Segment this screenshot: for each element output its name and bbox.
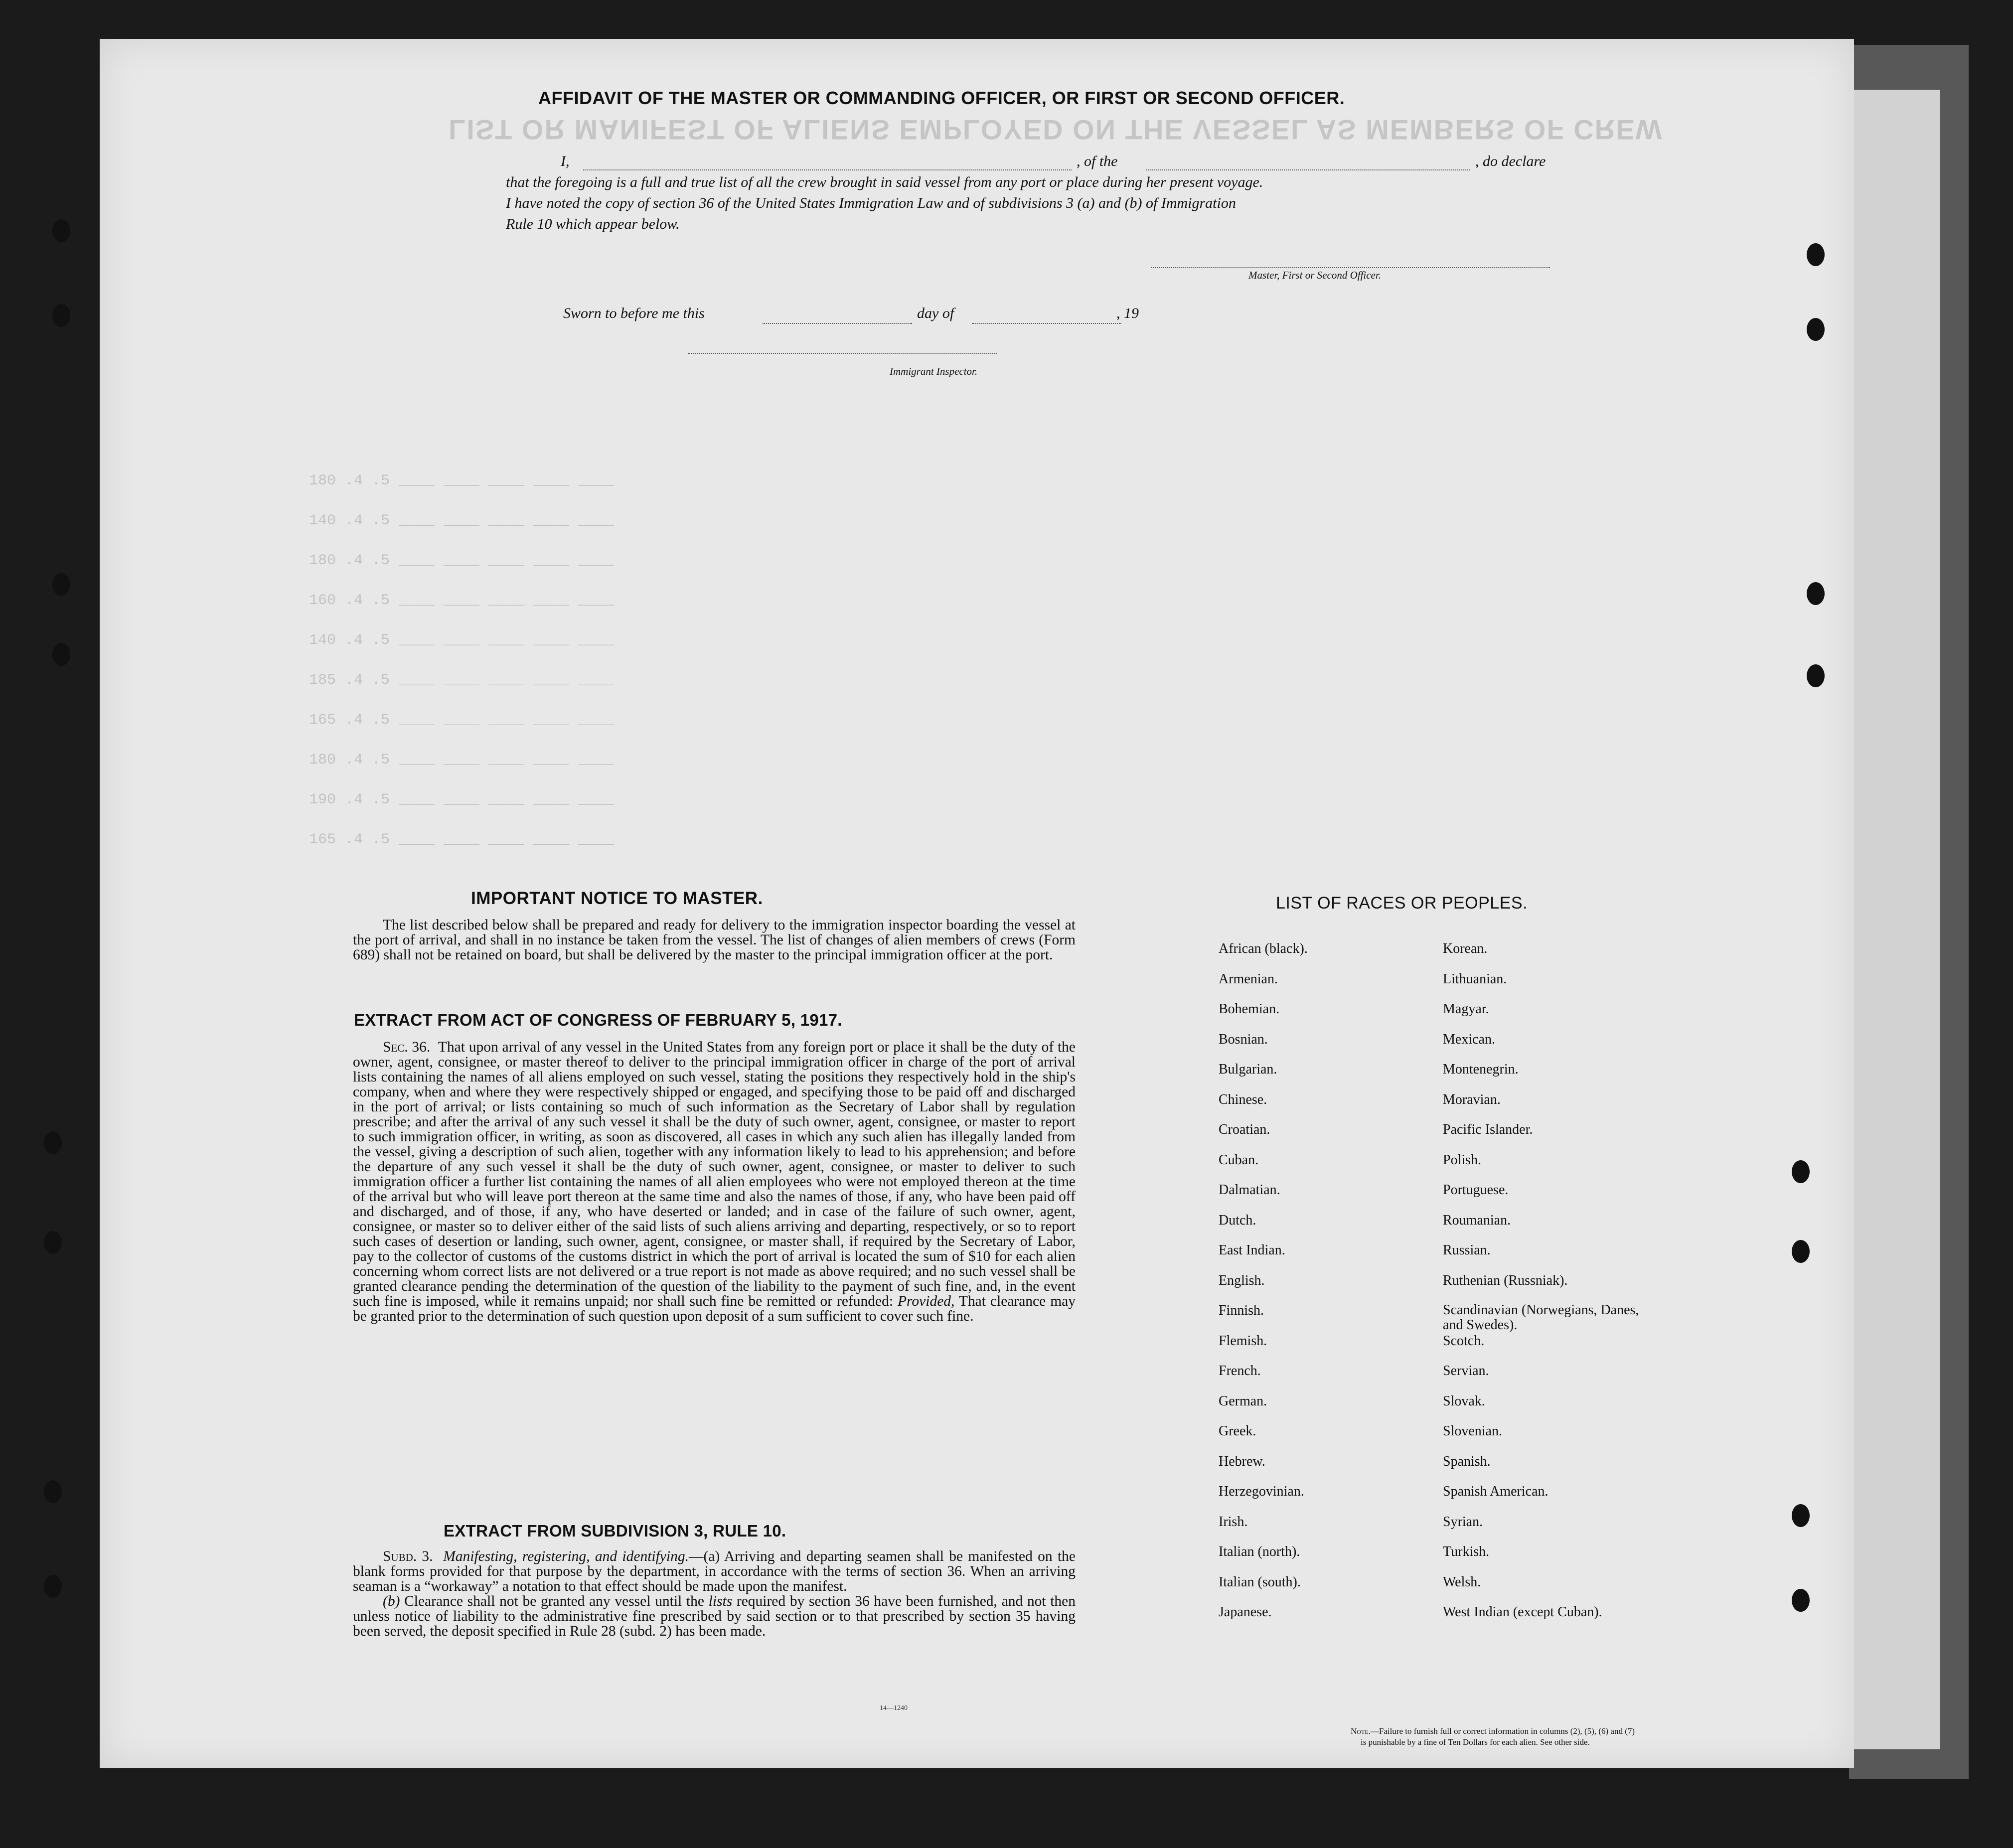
race-item: Herzegovinian. [1219, 1484, 1304, 1499]
race-item: Welsh. [1443, 1574, 1481, 1590]
binder-hole-left-3 [52, 573, 70, 596]
race-item: English. [1219, 1272, 1265, 1288]
binder-hole-left-8 [44, 1575, 62, 1598]
race-item: Scandinavian (Norwegians, Danes, and Swedes). [1443, 1302, 1639, 1333]
extract-act-text-b: That clearance may be granted prior to the determination of such question upon deposit of a sum sufficient to cover such fine. [353, 1293, 1076, 1324]
race-item: Cuban. [1219, 1152, 1259, 1168]
provided-word: Provided, [898, 1293, 955, 1309]
section-label: Sec. 36. [383, 1039, 431, 1055]
para-b-text-1: Clearance shall not be granted any vessel until the [404, 1593, 704, 1609]
race-item: Ruthenian (Russniak). [1443, 1272, 1568, 1288]
race-item: East Indian. [1219, 1242, 1285, 1258]
extract-act-text-a: That upon arrival of any vessel in the United States from any foreign port or place it shall be the duty of the owner, agent, consignee, or master thereof to deliver to the principal immigration officer in charge of the port of arrival lists containing the names of all aliens employed on such vessel, stating the positions they respectively hold in the ship's company, when and where they were respectively shipped or engaged, and specifying those to be paid off and discharged in the port of arrival; or lists containing so much of such information as the Secretary of Labor shall by regulation prescribe; and after the arrival of any such vessel it shall be the duty of such owner, agent, consignee, or master to report to such immigration officer, in writing, as soon as discovered, all cases in which any such alien has illegally landed from the vessel, giving a description of such alien, together with any information likely to lead to his apprehension; and before the departure of any such vessel it shall be the duty of such owner, agent, consignee, or master to deliver to such immigration officer a further list containing the names of all alien employees who were not employed thereon at the time of the arrival but who will leave port thereon at the same time and also the names of those, if any, who have been paid off and discharged, and of those, if any, who have deserted or landed; and in case of the failure of such owner, agent, consignee, or master so to deliver either of the said lists of such aliens arriving and departing, respectively, or so to report such cases of desertion or landing, such owner, agent, consignee, or master shall, if required by the Secretary of Labor, pay to the collector of customs of the customs district in which the port of arrival is located the sum of $10 for each alien concerning whom correct lists are not delivered or a true report is not made as above required; and no such vessel shall be granted clearance pending the determination of the question of the liability to the payment of such fine, and, in the event such fine is imposed, while it remains unpaid; nor shall such fine be remitted or refunded: [353, 1039, 1076, 1309]
bleed-through-row: 165 .4 .5 ____ ____ ____ ____ ____ [309, 712, 615, 729]
race-item: Croatian. [1219, 1122, 1270, 1137]
races-title: LIST OF RACES OR PEOPLES. [1276, 894, 1528, 913]
bleed-through-row: 180 .4 .5 ____ ____ ____ ____ ____ [309, 552, 615, 569]
bleed-through-row: 190 .4 .5 ____ ____ ____ ____ ____ [309, 791, 615, 808]
notice-text: The list described below shall be prepared and ready for delivery to the immigration inspector boarding the vessel at the port of arrival, and shall in no instance be taken from the vessel. The list of changes of alien members of crews (Form 689) shall not be retained on board, but shall be delivered by the master to the principal immigration officer at the port. [353, 917, 1076, 963]
race-item: German. [1219, 1393, 1267, 1409]
race-item: Bohemian. [1219, 1001, 1280, 1017]
para-a-text: Arriving and departing seamen shall be manifested on the blank forms provided for that purpose by the department, in accordance with the terms of section 36. When an arriving seaman is a “workaway” a notation to that effect should be made upon the manifest. [353, 1548, 1076, 1594]
binder-hole-right-1 [1807, 243, 1825, 266]
binder-hole-left-7 [44, 1480, 62, 1503]
master-caption: Master, First or Second Officer. [1248, 269, 1381, 281]
officer-name-line[interactable] [583, 169, 1072, 170]
race-item: Slovenian. [1443, 1423, 1502, 1439]
race-item: Magyar. [1443, 1001, 1489, 1017]
bleed-through-row: 140 .4 .5 ____ ____ ____ ____ ____ [309, 632, 615, 649]
bleed-through-row: 160 .4 .5 ____ ____ ____ ____ ____ [309, 592, 615, 609]
footnote-line-1: —Failure to furnish full or correct information in columns (2), (5), (6) and (7) [1370, 1726, 1635, 1736]
binder-hole-left-2 [52, 304, 70, 327]
para-a-mark: —(a) [688, 1548, 720, 1564]
race-item: Chinese. [1219, 1091, 1267, 1107]
affidavit-title: AFFIDAVIT OF THE MASTER OR COMMANDING OFFICER, OR FIRST OR SECOND OFFICER. [538, 88, 1345, 108]
affidavit-line-4: Rule 10 which appear below. [506, 216, 680, 232]
footnote [1351, 1726, 1635, 1748]
race-item: Spanish. [1443, 1453, 1491, 1469]
race-item: Slovak. [1443, 1393, 1485, 1409]
race-item: Italian (north). [1219, 1544, 1300, 1559]
race-item: Italian (south). [1219, 1574, 1301, 1590]
race-item: Armenian. [1219, 971, 1278, 987]
para-b-text-2: required by section 36 have been furnished, and not then unless notice of liability to the administrative fine prescribed by said section or to that prescribed by section 35 having been served, the deposit specified in Rule 28 (subd. 2) has been made. [353, 1593, 1076, 1639]
race-item: Dalmatian. [1219, 1182, 1280, 1198]
binder-hole-left-5 [44, 1131, 62, 1154]
race-item: African (black). [1219, 941, 1308, 956]
binder-hole-left-6 [44, 1231, 62, 1254]
para-b-mark: (b) [383, 1593, 400, 1609]
bleed-through-row: 185 .4 .5 ____ ____ ____ ____ ____ [309, 672, 615, 689]
race-item: Pacific Islander. [1443, 1122, 1533, 1137]
race-item: Montenegrin. [1443, 1062, 1519, 1077]
race-item: Japanese. [1219, 1604, 1272, 1620]
race-item: Portuguese. [1443, 1182, 1509, 1198]
bleed-through-row: 165 .4 .5 ____ ____ ____ ____ ____ [309, 831, 615, 848]
sworn-day-line[interactable] [763, 323, 912, 324]
subdivision-label: Subd. 3. [383, 1548, 433, 1564]
race-item: Russian. [1443, 1242, 1491, 1258]
para-b-lists-word: lists [708, 1593, 733, 1609]
race-item: Lithuanian. [1443, 971, 1507, 987]
race-item: Flemish. [1219, 1333, 1267, 1349]
inspector-caption: Immigrant Inspector. [890, 365, 978, 377]
notice-title: IMPORTANT NOTICE TO MASTER. [471, 889, 763, 908]
race-item: Servian. [1443, 1363, 1489, 1379]
sworn-label: Sworn to before me this [563, 305, 705, 321]
manifest-page [100, 39, 1854, 1768]
form-number: 14—1240 [880, 1704, 908, 1712]
bleed-through-row: 180 .4 .5 ____ ____ ____ ____ ____ [309, 752, 615, 769]
race-item: French. [1219, 1363, 1261, 1379]
binder-hole-left-4 [52, 643, 70, 666]
race-item: Bosnian. [1219, 1031, 1268, 1047]
binder-hole-right-2 [1807, 318, 1825, 341]
race-item: Scotch. [1443, 1333, 1485, 1349]
binder-hole-right-5 [1792, 1160, 1810, 1183]
master-signature-line[interactable] [1151, 267, 1550, 268]
affidavit-line-3: I have noted the copy of section 36 of the United States Immigration Law and of subdivisions 3 (a) and (b) of Immigration [506, 195, 1236, 211]
race-item: Mexican. [1443, 1031, 1495, 1047]
race-item: Bulgarian. [1219, 1062, 1277, 1077]
binder-hole-right-6 [1792, 1240, 1810, 1263]
bleed-through-row: 140 .4 .5 ____ ____ ____ ____ ____ [309, 512, 615, 529]
extract-act-title: EXTRACT FROM ACT OF CONGRESS OF FEBRUARY 5, 1917. [354, 1011, 842, 1029]
vessel-name-line[interactable] [1146, 169, 1470, 170]
extract-rule-title: EXTRACT FROM SUBDIVISION 3, RULE 10. [444, 1522, 786, 1540]
affidavit-declare-label: , do declare [1475, 153, 1546, 169]
binder-hole-right-4 [1807, 664, 1825, 687]
binder-hole-right-8 [1792, 1589, 1810, 1612]
race-item: Moravian. [1443, 1091, 1501, 1107]
binder-hole-right-3 [1807, 582, 1825, 605]
footnote-label: Note. [1351, 1726, 1371, 1736]
day-of-label: day of [917, 305, 954, 321]
affidavit-of-the-label: , of the [1077, 153, 1118, 169]
race-item: Korean. [1443, 941, 1488, 956]
footnote-line-2: is punishable by a fine of Ten Dollars for each alien. See other side. [1361, 1737, 1590, 1747]
race-item: Spanish American. [1443, 1484, 1548, 1499]
bleed-through-heading: LIST OR MANIFEST OF ALIENS EMPLOYED ON THE VESSEL AS MEMBERS OF CREW [449, 114, 1663, 146]
race-item: Finnish. [1219, 1303, 1264, 1318]
race-item: Hebrew. [1219, 1453, 1265, 1469]
extract-rule-text-block [353, 1549, 1076, 1639]
race-item: Roumanian. [1443, 1212, 1511, 1228]
year-label: , 19 [1116, 305, 1139, 321]
subdivision-heading: Manifesting, registering, and identifying. [443, 1548, 689, 1564]
race-item: Polish. [1443, 1152, 1482, 1168]
bleed-through-row: 180 .4 .5 ____ ____ ____ ____ ____ [309, 472, 615, 489]
race-item: Greek. [1219, 1423, 1256, 1439]
extract-act-text-block [353, 1040, 1076, 1324]
binder-hole-right-7 [1792, 1504, 1810, 1527]
sworn-month-line[interactable] [972, 323, 1121, 324]
binder-hole-left-1 [52, 219, 70, 242]
notice-text-block [353, 918, 1076, 962]
affidavit-i-label: I, [561, 153, 570, 169]
inspector-signature-line[interactable] [688, 353, 997, 354]
race-item: Syrian. [1443, 1514, 1483, 1530]
race-item: Turkish. [1443, 1544, 1490, 1559]
race-item: Irish. [1219, 1514, 1248, 1530]
race-item: Dutch. [1219, 1212, 1256, 1228]
race-item: West Indian (except Cuban). [1443, 1604, 1602, 1620]
affidavit-line-2: that the foregoing is a full and true list of all the crew brought in said vessel from any port or place during her present voyage. [506, 174, 1263, 190]
